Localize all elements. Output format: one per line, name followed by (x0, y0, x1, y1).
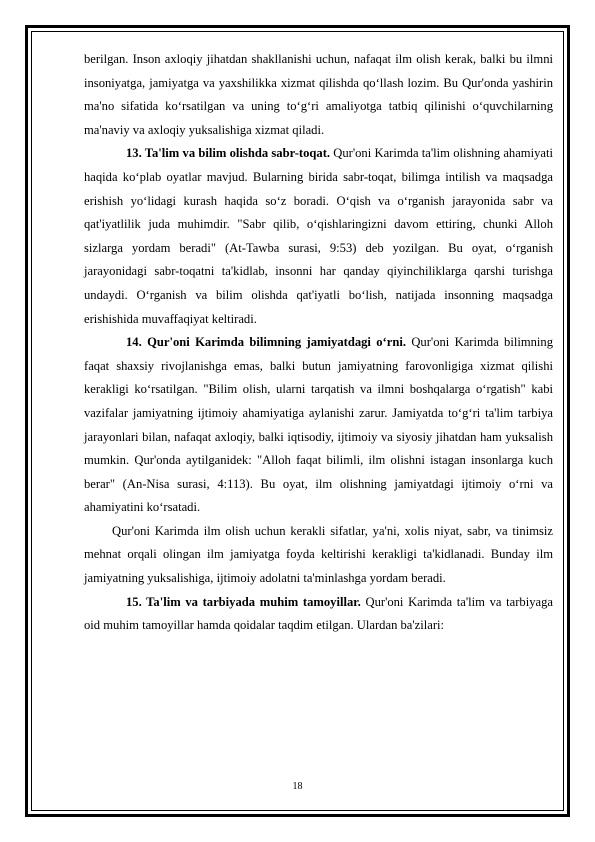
paragraph-text: Qur'oni Karimda bilimning faqat shaxsiy rivojlanishga emas, balki butun jamiyatning farovonligiga xizmat qilishi kerakligi ko‘rsatilgan. "Bilim olish, ularni tarqatish va ilmni boshqalarga o‘rgatish" kabi vazifalar jamiyatning ijtimoiy ahamiyatiga aylanishi zarur. Jamiyatda to‘g‘ri ta'lim tarbiya jarayonlari bilan, nafaqat axloqiy, balki iqtisodiy, ijtimoiy va siyosiy jihatdan ham yuksalish mumkin. Qur'onda aytilganidek: "Alloh faqat bilimli, ilm olishni istagan insonlarga kuch berar" (An-Nisa surasi, 4:113). Bu oyat, ilm olishning jamiyatdagi ijtimoiy o‘rni va ahamiyatini ko‘rsatadi. (84, 335, 553, 515)
paragraph-section-13 (84, 142, 553, 331)
section-heading-15: 15. Ta'lim va tarbiyada muhim tamoyillar. (126, 594, 361, 609)
section-heading-13: 13. Ta'lim va bilim olishda sabr-toqat. (126, 146, 331, 161)
paragraph-section-14 (84, 331, 553, 520)
document-body (84, 48, 553, 638)
paragraph-text: Qur'oni Karimda ta'lim va tarbiyaga oid muhim tamoyillar hamda qoidalar taqdim etilgan. Ulardan ba'zilari: (84, 594, 553, 633)
paragraph-section-15 (84, 591, 553, 638)
paragraph-text: berilgan. Inson axloqiy jihatdan shakllanishi uchun, nafaqat ilm olish kerak, balki bu ilmni insoniyatga, jamiyatga va yaxshilikka xizmat qilishda qo‘llash lozim. Bu Qur'onda yashirin ma'no sifatida ko‘rsatilgan va uning to‘g‘ri amaliyotga tatbiq qilinishi o‘quvchilarning ma'naviy va axloqiy yuksalishiga xizmat qiladi. (84, 52, 553, 137)
section-heading-14: 14. Qur'oni Karimda bilimning jamiyatdagi o‘rni. (126, 335, 406, 350)
paragraph-text: Qur'oni Karimda ilm olish uchun kerakli sifatlar, ya'ni, xolis niyat, sabr, va tinimsiz mehnat orqali olingan ilm jamiyatga foyda keltirishi kerakligi ta'kidlanadi. Bunday ilm jamiyatning yuksalishiga, ijtimoiy adolatni ta'minlashga yordam beradi. (84, 523, 553, 586)
paragraph-qualities (84, 520, 553, 591)
page-number: 18 (292, 781, 303, 792)
paragraph-intro (84, 48, 553, 142)
paragraph-text: Qur'oni Karimda ta'lim olishning ahamiyati haqida ko‘plab oyatlar mavjud. Bularning birida sabr-toqat, bilimga intilish va maqsadga erishish yo‘lidagi kurash haqida so‘z boradi. O‘qish va o‘rganish jarayonida sabr va qat'iyatlilik juda muhimdir. "Sabr qilib, o‘qishlaringizni davom ettiring, chunki Alloh sizlarga yordam beradi" (At-Tawba surasi, 9:53) deb yozilgan. Bu oyat, o‘rganish jarayonidagi sabr-toqatni ta'kidlab, insonni har qanday qiyinchiliklarga qarshi turishga undaydi. O‘rganish va bilim olishda qat'iyatli bo‘lish, natijada insonning maqsadga erishishida muvaffaqiyat keltiradi. (84, 146, 553, 326)
